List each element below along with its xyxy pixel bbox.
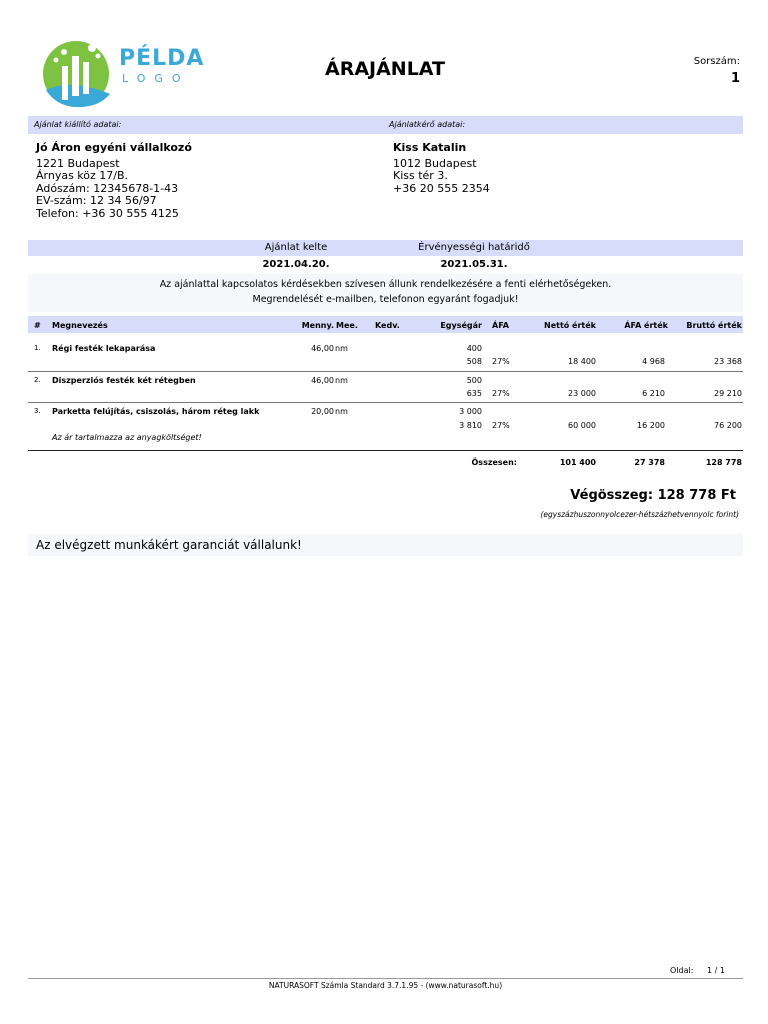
totals-net: 101 400 <box>559 458 596 467</box>
note-line-2: Megrendelését e-mailben, telefonon egyaránt fogadjuk! <box>252 294 519 305</box>
col-name-header: Megnevezés <box>52 321 108 330</box>
row-divider <box>28 402 743 403</box>
issuer-block <box>36 142 366 220</box>
row-num: 2. <box>34 376 41 384</box>
col-gross-header: Bruttó érték <box>686 321 742 330</box>
row-vat: 27% <box>492 357 510 366</box>
row-divider <box>28 371 743 372</box>
row-qty: 46,00 <box>311 376 334 385</box>
offer-date-label: Ajánlat kelte <box>264 242 328 253</box>
row-gross: 23 368 <box>714 357 742 366</box>
row-gross: 29 210 <box>714 389 742 398</box>
totals-divider <box>28 450 743 451</box>
dates-band <box>28 240 743 256</box>
requester-line: +36 20 555 2354 <box>393 181 490 195</box>
row-unit: nm <box>335 407 348 416</box>
valid-date-label: Érvényességi határidő <box>418 242 530 253</box>
serial-label: Sorszám: <box>693 56 740 67</box>
logo-emblem <box>42 38 114 108</box>
row-qty: 46,00 <box>311 344 334 353</box>
offer-date-value: 2021.04.20. <box>262 259 330 270</box>
row-vat: 27% <box>492 421 510 430</box>
row-price-2: 635 <box>466 389 482 398</box>
issuer-line: Adószám: 12345678-1-43 <box>36 181 179 195</box>
issuer-label: Ajánlat kiállító adatai: <box>34 120 122 129</box>
logo <box>42 38 205 108</box>
row-net: 18 400 <box>568 357 596 366</box>
page-label: Oldal: <box>670 966 694 975</box>
requester-line: 1012 Budapest <box>393 156 477 170</box>
row-gross: 76 200 <box>714 421 742 430</box>
row-net: 23 000 <box>568 389 596 398</box>
software-credit: NATURASOFT Számla Standard 3.7.1.95 - (www.naturasoft.hu) <box>268 981 503 990</box>
valid-date-value: 2021.05.31. <box>440 259 508 270</box>
col-unit-price-header: Egységár <box>440 321 482 330</box>
issuer-line: 1221 Budapest <box>36 156 120 170</box>
final-amount-words: (egyszázhuszonnyolcezer-hétszázhetvennyolc forint) <box>540 510 739 519</box>
row-vat-value: 4 968 <box>642 357 665 366</box>
col-qty-header: Menny. <box>301 321 334 330</box>
row-name: Parketta felújítás, csiszolás, három réteg lakk <box>52 407 260 416</box>
row-num: 1. <box>34 344 41 352</box>
col-vat-header: ÁFA <box>492 321 509 330</box>
row-vat: 27% <box>492 389 510 398</box>
guarantee-text: Az elvégzett munkákért garanciát vállalunk! <box>36 538 302 552</box>
row-vat-value: 6 210 <box>642 389 665 398</box>
final-amount: Végösszeg: 128 778 Ft <box>570 488 736 503</box>
row-unit: nm <box>335 344 348 353</box>
footer-divider <box>28 978 743 979</box>
totals-label: Összesen: <box>471 458 517 467</box>
requester-block <box>393 142 723 195</box>
col-unit-header: Mee. <box>336 321 358 330</box>
party-header-band <box>28 116 743 134</box>
row-vat-value: 16 200 <box>637 421 665 430</box>
issuer-line: EV-szám: 12 34 56/97 <box>36 194 157 207</box>
totals-vat-value: 27 378 <box>634 458 665 467</box>
serial-value: 1 <box>730 71 740 86</box>
row-num: 3. <box>34 407 41 415</box>
issuer-line: Telefon: +36 30 555 4125 <box>36 206 179 220</box>
logo-word-2: LOGO <box>122 72 190 85</box>
row-price-2: 508 <box>466 357 482 366</box>
row-price-1: 400 <box>466 344 482 353</box>
row-price-1: 500 <box>466 376 482 385</box>
row-price-2: 3 810 <box>459 421 482 430</box>
col-net-header: Nettó érték <box>544 321 596 330</box>
col-num-header: # <box>34 321 41 330</box>
requester-line: Kiss tér 3. <box>393 169 448 182</box>
page-title: ÁRAJÁNLAT <box>324 58 445 80</box>
row-name: Diszperziós festék két rétegben <box>52 376 196 385</box>
row-qty: 20,00 <box>311 407 334 416</box>
row-note: Az ár tartalmazza az anyagköltséget! <box>52 433 202 442</box>
row-price-1: 3 000 <box>459 407 482 416</box>
note-line-1: Az ajánlattal kapcsolatos kérdésekben szívesen állunk rendelkezésére a fenti elérhetőségeken. <box>159 279 612 290</box>
row-net: 60 000 <box>568 421 596 430</box>
issuer-line: Árnyas köz 17/B. <box>36 169 129 182</box>
logo-word-1: PÉLDA <box>119 46 205 71</box>
page-value: 1 / 1 <box>707 966 725 975</box>
totals-gross: 128 778 <box>705 458 742 467</box>
requester-name: Kiss Katalin <box>393 141 467 154</box>
col-vat-value-header: ÁFA érték <box>624 321 668 330</box>
col-disc-header: Kedv. <box>375 321 400 330</box>
issuer-name: Jó Áron egyéni vállalkozó <box>36 141 192 154</box>
row-name: Régi festék lekaparása <box>52 344 156 353</box>
row-unit: nm <box>335 376 348 385</box>
requester-label: Ajánlatkérő adatai: <box>389 120 466 129</box>
